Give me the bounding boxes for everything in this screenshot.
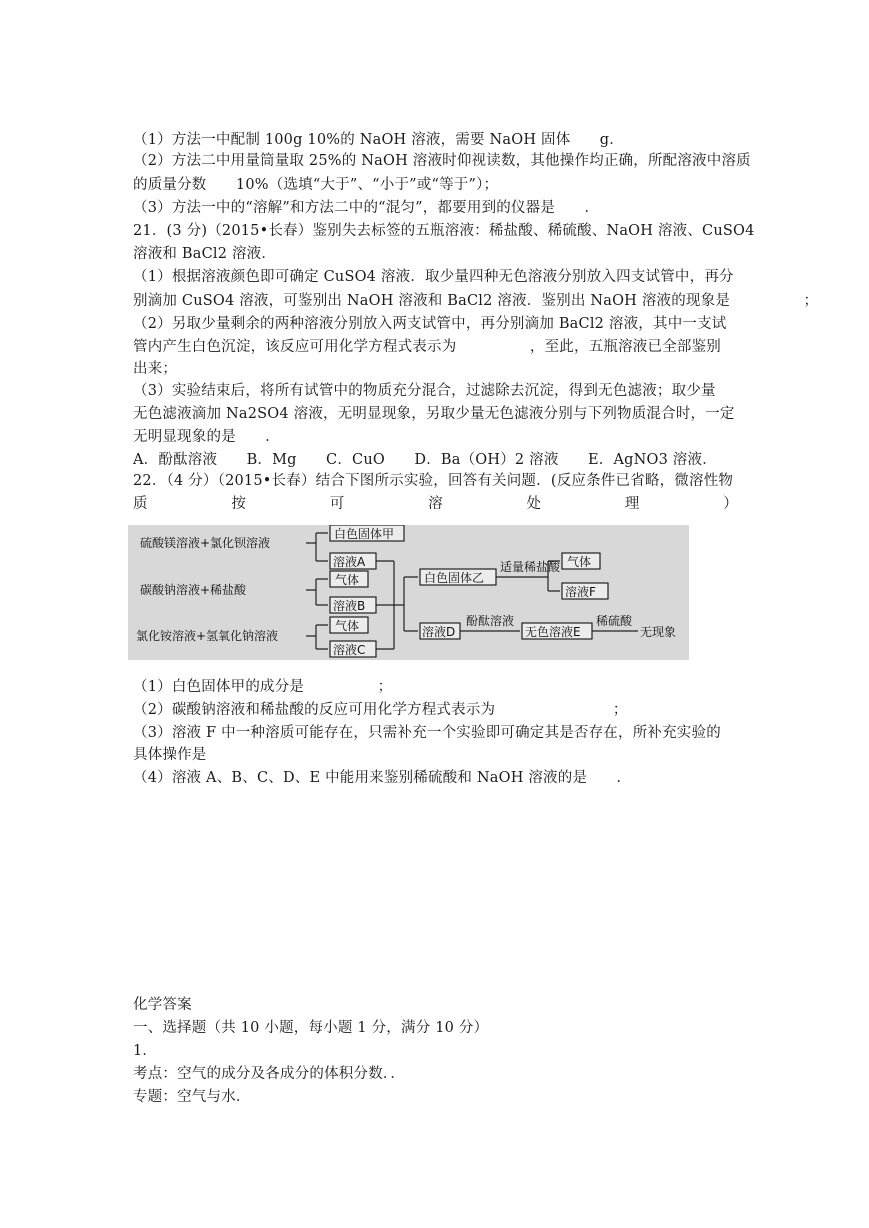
box-solid-a-label: 白色固体甲	[334, 527, 395, 541]
branch-line	[306, 533, 328, 561]
q22-word: 处	[526, 496, 542, 512]
q21-part2-line3: 出来；	[133, 361, 178, 377]
q22-word: 按	[231, 496, 247, 512]
q22-stem-line1: 22．（4 分）（2015•长春）结合下图所示实验，回答有关问题．(反应条件已省略，微溶性物	[133, 473, 734, 489]
box-solution-a-label: 溶液A	[333, 555, 366, 569]
q21-part3-line2: 无色滤液滴加 Na2SO4 溶液，无明显现象，另取少量无色滤液分别与下列物质混合时，一定	[133, 406, 735, 422]
box-gas-3-label: 气体	[567, 555, 592, 569]
q22-part1: （1）白色固体甲的成分是 ；	[133, 679, 393, 695]
answer-zhuanti: 专题：空气与水．	[133, 1089, 251, 1105]
branch-line	[306, 579, 328, 605]
branch-line	[306, 625, 328, 649]
answers-section-title: 一、选择题（共 10 小题，每小题 1 分，满分 10 分）	[133, 1020, 489, 1036]
q22-word: ）	[723, 496, 738, 512]
answers-heading: 化学答案	[133, 997, 192, 1013]
arrow-label-hcl: 适量稀盐酸	[500, 560, 561, 574]
q20-part1: （1）方法一中配制 100g 10%的 NaOH 溶液，需要 NaOH 固体 g．	[133, 132, 624, 148]
q21-options: A．酚酞溶液 B．Mg C．CuO D．Ba（OH）2 溶液 E．AgNO3 溶液．	[133, 452, 717, 468]
q21-part1-line1: （1）根据溶液颜色即可确定 CuSO4 溶液．取少量四种无色溶液分别放入四支试管中，再分	[133, 269, 734, 285]
q22-part2: （2）碳酸钠溶液和稀盐酸的反应可用化学方程式表示为 ；	[133, 702, 628, 718]
reactant-label: 硫酸镁溶液+氯化钡溶液	[140, 536, 271, 550]
q21-stem-line1: 21．(3 分)（2015•长春）鉴别失去标签的五瓶溶液：稀盐酸、稀硫酸、NaOH 溶液、CuSO4	[133, 223, 755, 239]
q20-part3: （3）方法一中的“溶解”和方法二中的“混匀”，都要用到的仪器是 ．	[133, 200, 600, 216]
arrow-label-h2so4: 稀硫酸	[596, 614, 633, 628]
reactant-label: 碳酸钠溶液+稀盐酸	[140, 583, 247, 597]
q22-part3-line2: 具体操作是	[133, 747, 207, 763]
result-label: 无现象	[640, 625, 677, 639]
q21-part1-line2: 别滴加 CuSO4 溶液，可鉴别出 NaOH 溶液和 BaCl2 溶液．鉴别出 NaOH 溶液的现象是 ；	[133, 293, 819, 309]
q20-part2-line1: （2）方法二中用量筒量取 25%的 NaOH 溶液时仰视读数，其他操作均正确，所配溶液中溶质	[133, 153, 751, 169]
box-solution-d-label: 溶液D	[422, 625, 456, 639]
q22-part3-line1: （3）溶液 F 中一种溶质可能存在，只需补充一个实验即可确定其是否存在，所补充实验的	[133, 725, 721, 741]
q21-part3-line3: 无明显现象的是 ．	[133, 429, 280, 445]
answer-number: 1．	[133, 1043, 158, 1059]
q22-word: 溶	[428, 496, 443, 512]
q21-part2-line2: 管内产生白色沉淀，该反应可用化学方程式表示为 ，至此，五瓶溶液已全部鉴别	[133, 339, 721, 355]
box-colorless-e-label: 无色溶液E	[525, 625, 581, 639]
q22-part4: （4）溶液 A、B、C、D、E 中能用来鉴别稀硫酸和 NaOH 溶液的是 ．	[133, 770, 632, 786]
q22-word: 质	[133, 496, 148, 512]
q22-word: 理	[624, 496, 640, 512]
q21-stem-line2: 溶液和 BaCl2 溶液．	[133, 246, 277, 262]
q21-part2-line1: （2）另取少量剩余的两种溶液分别放入两支试管中，再分别滴加 BaCl2 溶液，其中一支试	[133, 316, 727, 332]
q21-part3-line1: （3）实验结束后，将所有试管中的物质充分混合，过滤除去沉淀，得到无色滤液；取少量	[133, 383, 716, 399]
box-solid-b-label: 白色固体乙	[424, 571, 485, 585]
reactant-label: 氯化铵溶液+氢氧化钠溶液	[136, 629, 279, 643]
box-gas-2-label: 气体	[335, 619, 360, 633]
box-solution-b-label: 溶液B	[333, 599, 366, 613]
answer-kaodian: 考点：空气的成分及各成分的体积分数．．	[133, 1066, 406, 1082]
box-solution-f-label: 溶液F	[565, 585, 596, 599]
arrow-label-phenolphthalein: 酚酞溶液	[466, 614, 515, 628]
q22-stem-line2	[133, 495, 738, 513]
merge-line	[376, 561, 418, 649]
q20-part2-line2: 的质量分数 10%（选填“大于”、“小于”或“等于”）；	[133, 177, 499, 193]
experiment-flow-diagram	[128, 525, 689, 660]
box-gas-1-label: 气体	[335, 573, 360, 587]
box-solution-c-label: 溶液C	[333, 643, 366, 657]
q22-word: 可	[329, 496, 345, 512]
